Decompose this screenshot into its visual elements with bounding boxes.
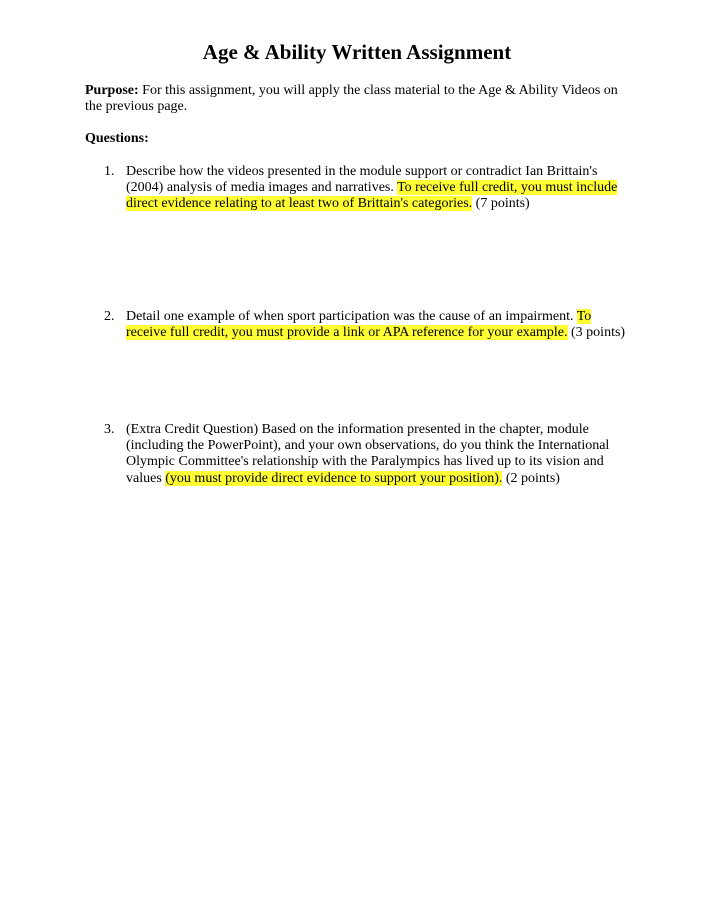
question-text: (Extra Credit Question) Based on the information presented in the chapter, module (including the PowerPoint), and your own observations, do you think the International Olympic Committee's relationship with the Paralympics has lived up to its vision and values — [126, 422, 610, 486]
questions-heading: Questions: — [85, 131, 149, 146]
question-text: Detail one example of when sport participation was the cause of an impairment. — [126, 309, 577, 324]
question-3 — [104, 422, 632, 487]
question-number: 3. — [104, 422, 115, 437]
question-highlight: To receive full credit, you must provide a link or APA reference for your example. — [126, 309, 592, 341]
purpose-paragraph — [85, 83, 630, 115]
purpose-text: For this assignment, you will apply the class material to the Age & Ability Videos on the previous page. — [85, 83, 618, 114]
question-points: (2 points) — [502, 470, 560, 486]
question-highlight: (you must provide direct evidence to support your position). — [165, 470, 503, 486]
question-points: (3 points) — [567, 325, 626, 341]
question-body — [126, 164, 632, 213]
question-body — [126, 309, 632, 341]
question-points: (7 points) — [472, 196, 530, 212]
question-body — [126, 422, 632, 487]
question-1 — [104, 164, 632, 213]
question-number: 1. — [104, 164, 115, 179]
question-text: Describe how the videos presented in the module support or contradict Ian Brittain's (2004) analysis of media images and narratives. — [126, 164, 598, 196]
question-number: 2. — [104, 309, 115, 324]
page-title: Age & Ability Written Assignment — [202, 40, 512, 64]
purpose-label: Purpose: — [85, 83, 139, 98]
question-2 — [104, 309, 632, 341]
question-highlight: To receive full credit, you must include direct evidence relating to at least two of Brittain's categories. — [126, 180, 618, 212]
